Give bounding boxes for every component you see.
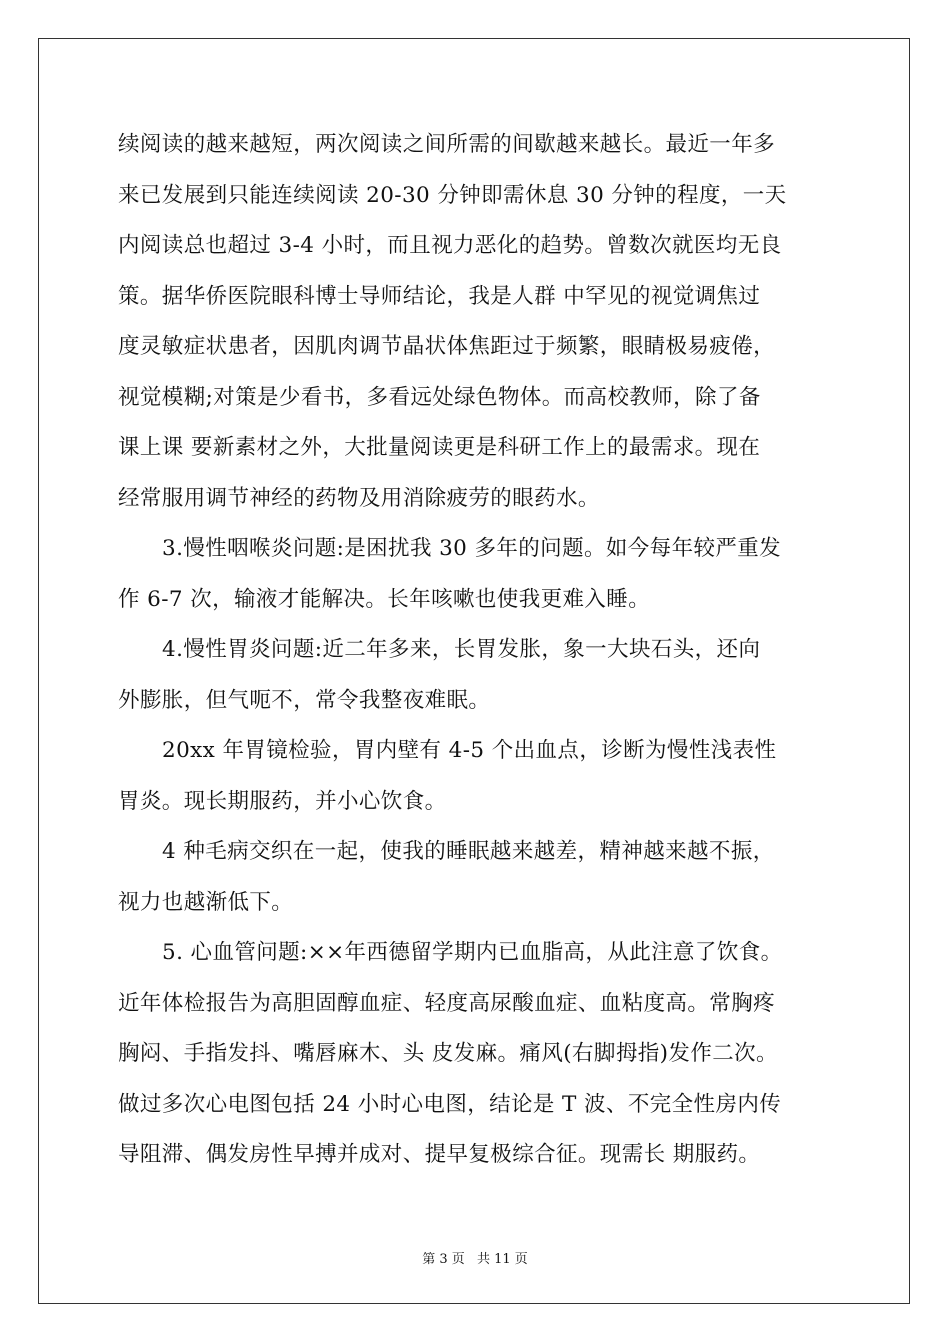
text-line: 度灵敏症状患者，因肌肉调节晶状体焦距过于频繁，眼睛极易疲倦， xyxy=(118,334,776,359)
text-line: 课上课 要新素材之外，大批量阅读更是科研工作上的最需求。现在 xyxy=(118,435,761,460)
document-body xyxy=(118,120,838,1181)
text-line: 胃炎。现长期服药，并小心饮食。 xyxy=(118,788,447,814)
text-line: 视觉模糊;对策是少看书，多看远处绿色物体。而高校教师，除了备 xyxy=(118,384,761,410)
text-line: 作 6-7 次，输液才能解决。长年咳嗽也使我更难入睡。 xyxy=(118,586,651,612)
text-line: 近年体检报告为高胆固醇血症、轻度高尿酸血症、血粘度高。常胸疼 xyxy=(118,990,776,1016)
paragraph-start-line: 3.慢性咽喉炎问题:是困扰我 30 多年的问题。如今每年较严重发 xyxy=(162,536,782,561)
text-line: 外膨胀，但气呃不，常令我整夜难眠。 xyxy=(118,687,491,713)
page-number: 第 3 页 xyxy=(422,1252,465,1267)
text-line: 来已发展到只能连续阅读 20-30 分钟即需休息 30 分钟的程度，一天 xyxy=(118,182,787,208)
text-line: 做过多次心电图包括 24 小时心电图，结论是 T 波、不完全性房内传 xyxy=(118,1091,782,1117)
paragraph-start-line: 4.慢性胃炎问题:近二年多来，长胃发胀，象一大块石头，还向 xyxy=(162,637,761,662)
page-total: 共 11 页 xyxy=(476,1252,528,1267)
text-line: 续阅读的越来越短，两次阅读之间所需的间歇越来越长。最近一年多 xyxy=(118,132,776,157)
text-line: 视力也越渐低下。 xyxy=(118,889,294,915)
paragraph-start-line: 20xx 年胃镜检验，胃内壁有 4-5 个出血点，诊断为慢性浅表性 xyxy=(162,738,777,763)
paragraph-start-line: 4 种毛病交织在一起，使我的睡眠越来越差，精神越来越不振， xyxy=(162,839,775,864)
paragraph-start-line: 5. 心血管问题:××年西德留学期内已血脂高，从此注意了饮食。 xyxy=(162,940,783,965)
page-footer xyxy=(0,1248,950,1267)
text-line: 导阻滞、偶发房性早搏并成对、提早复极综合征。现需长 期服药。 xyxy=(118,1142,761,1167)
text-line: 经常服用调节神经的药物及用消除疲劳的眼药水。 xyxy=(118,485,600,511)
text-line: 内阅读总也超过 3-4 小时，而且视力恶化的趋势。曾数次就医均无良 xyxy=(118,233,782,258)
text-line: 策。据华侨医院眼科博士导师结论，我是人群 中罕见的视觉调焦过 xyxy=(118,283,761,309)
text-line: 胸闷、手指发抖、嘴唇麻木、头 皮发麻。痛风(右脚拇指)发作二次。 xyxy=(118,1041,778,1066)
